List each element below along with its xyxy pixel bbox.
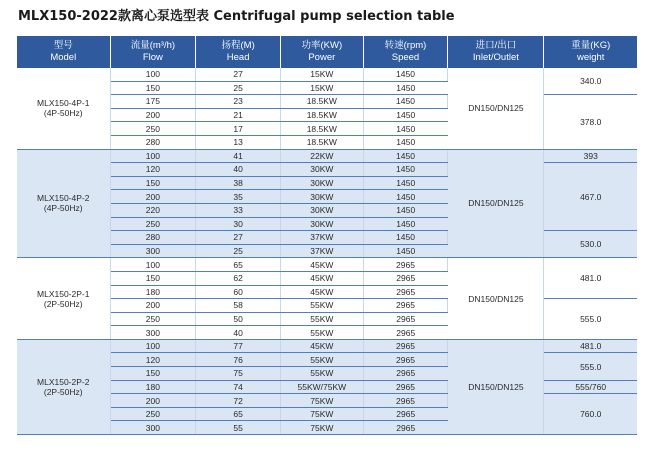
flow-cell: 120 xyxy=(110,163,196,177)
head-cell: 55 xyxy=(196,421,281,435)
table-row xyxy=(17,299,637,313)
speed-cell: 2965 xyxy=(363,312,448,326)
flow-cell: 175 xyxy=(110,95,196,109)
speed-cell: 1450 xyxy=(363,108,448,122)
flow-cell: 250 xyxy=(110,407,196,421)
header-model: 型号 Model xyxy=(17,36,110,68)
speed-cell: 2965 xyxy=(363,299,448,313)
flow-cell: 150 xyxy=(110,176,196,190)
model-cell: MLX150-2P-2 (2P-50Hz) xyxy=(17,339,110,434)
speed-cell: 1450 xyxy=(363,149,448,163)
speed-cell: 1450 xyxy=(363,244,448,258)
model-cell: MLX150-4P-1 (4P-50Hz) xyxy=(17,68,110,149)
flow-cell: 300 xyxy=(110,326,196,340)
model-group-4 xyxy=(17,339,637,434)
flow-cell: 100 xyxy=(110,339,196,353)
head-cell: 40 xyxy=(196,326,281,340)
flow-cell: 100 xyxy=(110,68,196,81)
weight-cell: 467.0 xyxy=(544,163,637,231)
power-cell: 18.5KW xyxy=(280,135,363,149)
speed-cell: 1450 xyxy=(363,163,448,177)
power-cell: 15KW xyxy=(280,81,363,95)
head-cell: 58 xyxy=(196,299,281,313)
inlet-outlet-cell: DN150/DN125 xyxy=(448,149,544,258)
flow-cell: 280 xyxy=(110,135,196,149)
speed-cell: 1450 xyxy=(363,81,448,95)
speed-cell: 1450 xyxy=(363,68,448,81)
speed-cell: 1450 xyxy=(363,95,448,109)
power-cell: 45KW xyxy=(280,339,363,353)
power-cell: 30KW xyxy=(280,217,363,231)
power-cell: 75KW xyxy=(280,394,363,408)
head-cell: 27 xyxy=(196,231,281,245)
head-cell: 77 xyxy=(196,339,281,353)
speed-cell: 1450 xyxy=(363,135,448,149)
flow-cell: 250 xyxy=(110,217,196,231)
table-row xyxy=(17,163,637,177)
flow-cell: 150 xyxy=(110,271,196,285)
weight-cell: 481.0 xyxy=(544,258,637,299)
head-cell: 27 xyxy=(196,68,281,81)
flow-cell: 200 xyxy=(110,108,196,122)
power-cell: 18.5KW xyxy=(280,108,363,122)
speed-cell: 1450 xyxy=(363,176,448,190)
page-title: MLX150-2022款离心泵选型表 Centrifugal pump selection table xyxy=(18,9,455,24)
header-row xyxy=(17,36,637,68)
flow-cell: 250 xyxy=(110,312,196,326)
speed-cell: 2965 xyxy=(363,339,448,353)
speed-cell: 2965 xyxy=(363,258,448,272)
power-cell: 55KW xyxy=(280,326,363,340)
head-cell: 75 xyxy=(196,367,281,381)
power-cell: 55KW xyxy=(280,299,363,313)
speed-cell: 1450 xyxy=(363,190,448,204)
power-cell: 55KW xyxy=(280,353,363,367)
flow-cell: 300 xyxy=(110,244,196,258)
power-cell: 45KW xyxy=(280,258,363,272)
head-cell: 33 xyxy=(196,203,281,217)
power-cell: 45KW xyxy=(280,271,363,285)
weight-cell: 530.0 xyxy=(544,231,637,258)
head-cell: 41 xyxy=(196,149,281,163)
speed-cell: 2965 xyxy=(363,394,448,408)
flow-cell: 200 xyxy=(110,299,196,313)
power-cell: 75KW xyxy=(280,421,363,435)
power-cell: 37KW xyxy=(280,244,363,258)
weight-cell: 555/760 xyxy=(544,380,637,394)
table-row xyxy=(17,380,637,394)
speed-cell: 1450 xyxy=(363,203,448,217)
weight-cell: 393 xyxy=(544,149,637,163)
head-cell: 25 xyxy=(196,244,281,258)
header-head: 扬程(M) Head xyxy=(196,36,281,68)
flow-cell: 120 xyxy=(110,353,196,367)
power-cell: 30KW xyxy=(280,190,363,204)
speed-cell: 2965 xyxy=(363,285,448,299)
inlet-outlet-cell: DN150/DN125 xyxy=(448,258,544,340)
power-cell: 45KW xyxy=(280,285,363,299)
flow-cell: 200 xyxy=(110,190,196,204)
flow-cell: 100 xyxy=(110,149,196,163)
speed-cell: 1450 xyxy=(363,122,448,136)
power-cell: 30KW xyxy=(280,163,363,177)
power-cell: 30KW xyxy=(280,176,363,190)
speed-cell: 1450 xyxy=(363,231,448,245)
table-row xyxy=(17,68,637,81)
weight-cell: 378.0 xyxy=(544,95,637,149)
inlet-outlet-cell: DN150/DN125 xyxy=(448,68,544,149)
flow-cell: 250 xyxy=(110,122,196,136)
weight-cell: 340.0 xyxy=(544,68,637,95)
head-cell: 40 xyxy=(196,163,281,177)
head-cell: 72 xyxy=(196,394,281,408)
power-cell: 18.5KW xyxy=(280,95,363,109)
speed-cell: 2965 xyxy=(363,407,448,421)
flow-cell: 220 xyxy=(110,203,196,217)
table-row xyxy=(17,353,637,367)
head-cell: 17 xyxy=(196,122,281,136)
head-cell: 38 xyxy=(196,176,281,190)
head-cell: 35 xyxy=(196,190,281,204)
power-cell: 55KW xyxy=(280,312,363,326)
header-speed: 转速(rpm) Speed xyxy=(363,36,448,68)
pump-selection-table xyxy=(17,36,637,435)
speed-cell: 2965 xyxy=(363,380,448,394)
power-cell: 37KW xyxy=(280,231,363,245)
table-row xyxy=(17,231,637,245)
head-cell: 60 xyxy=(196,285,281,299)
header-inlet-outlet: 进口/出口 Inlet/Outlet xyxy=(448,36,544,68)
flow-cell: 180 xyxy=(110,380,196,394)
table-row xyxy=(17,258,637,272)
head-cell: 76 xyxy=(196,353,281,367)
weight-cell: 555.0 xyxy=(544,353,637,380)
model-group-3 xyxy=(17,258,637,340)
head-cell: 25 xyxy=(196,81,281,95)
power-cell: 15KW xyxy=(280,68,363,81)
model-group-2 xyxy=(17,149,637,258)
flow-cell: 100 xyxy=(110,258,196,272)
head-cell: 50 xyxy=(196,312,281,326)
power-cell: 55KW xyxy=(280,367,363,381)
weight-cell: 760.0 xyxy=(544,394,637,435)
speed-cell: 1450 xyxy=(363,217,448,231)
model-cell: MLX150-4P-2 (4P-50Hz) xyxy=(17,149,110,258)
table-row xyxy=(17,394,637,408)
power-cell: 55KW/75KW xyxy=(280,380,363,394)
flow-cell: 180 xyxy=(110,285,196,299)
head-cell: 65 xyxy=(196,258,281,272)
speed-cell: 2965 xyxy=(363,271,448,285)
header-power: 功率(KW) Power xyxy=(280,36,363,68)
flow-cell: 280 xyxy=(110,231,196,245)
table-row xyxy=(17,95,637,109)
model-cell: MLX150-2P-1 (2P-50Hz) xyxy=(17,258,110,340)
model-group-1 xyxy=(17,68,637,149)
speed-cell: 2965 xyxy=(363,326,448,340)
header-flow: 流量(m³/h) Flow xyxy=(110,36,196,68)
flow-cell: 300 xyxy=(110,421,196,435)
flow-cell: 150 xyxy=(110,81,196,95)
head-cell: 74 xyxy=(196,380,281,394)
power-cell: 30KW xyxy=(280,203,363,217)
flow-cell: 150 xyxy=(110,367,196,381)
head-cell: 30 xyxy=(196,217,281,231)
head-cell: 65 xyxy=(196,407,281,421)
weight-cell: 555.0 xyxy=(544,299,637,340)
speed-cell: 2965 xyxy=(363,367,448,381)
head-cell: 23 xyxy=(196,95,281,109)
table-row xyxy=(17,339,637,353)
header-weight: 重量(KG) weight xyxy=(544,36,637,68)
inlet-outlet-cell: DN150/DN125 xyxy=(448,339,544,434)
table-row xyxy=(17,149,637,163)
power-cell: 75KW xyxy=(280,407,363,421)
speed-cell: 2965 xyxy=(363,353,448,367)
weight-cell: 481.0 xyxy=(544,339,637,353)
speed-cell: 2965 xyxy=(363,421,448,435)
head-cell: 21 xyxy=(196,108,281,122)
power-cell: 18.5KW xyxy=(280,122,363,136)
flow-cell: 200 xyxy=(110,394,196,408)
head-cell: 62 xyxy=(196,271,281,285)
head-cell: 13 xyxy=(196,135,281,149)
power-cell: 22KW xyxy=(280,149,363,163)
